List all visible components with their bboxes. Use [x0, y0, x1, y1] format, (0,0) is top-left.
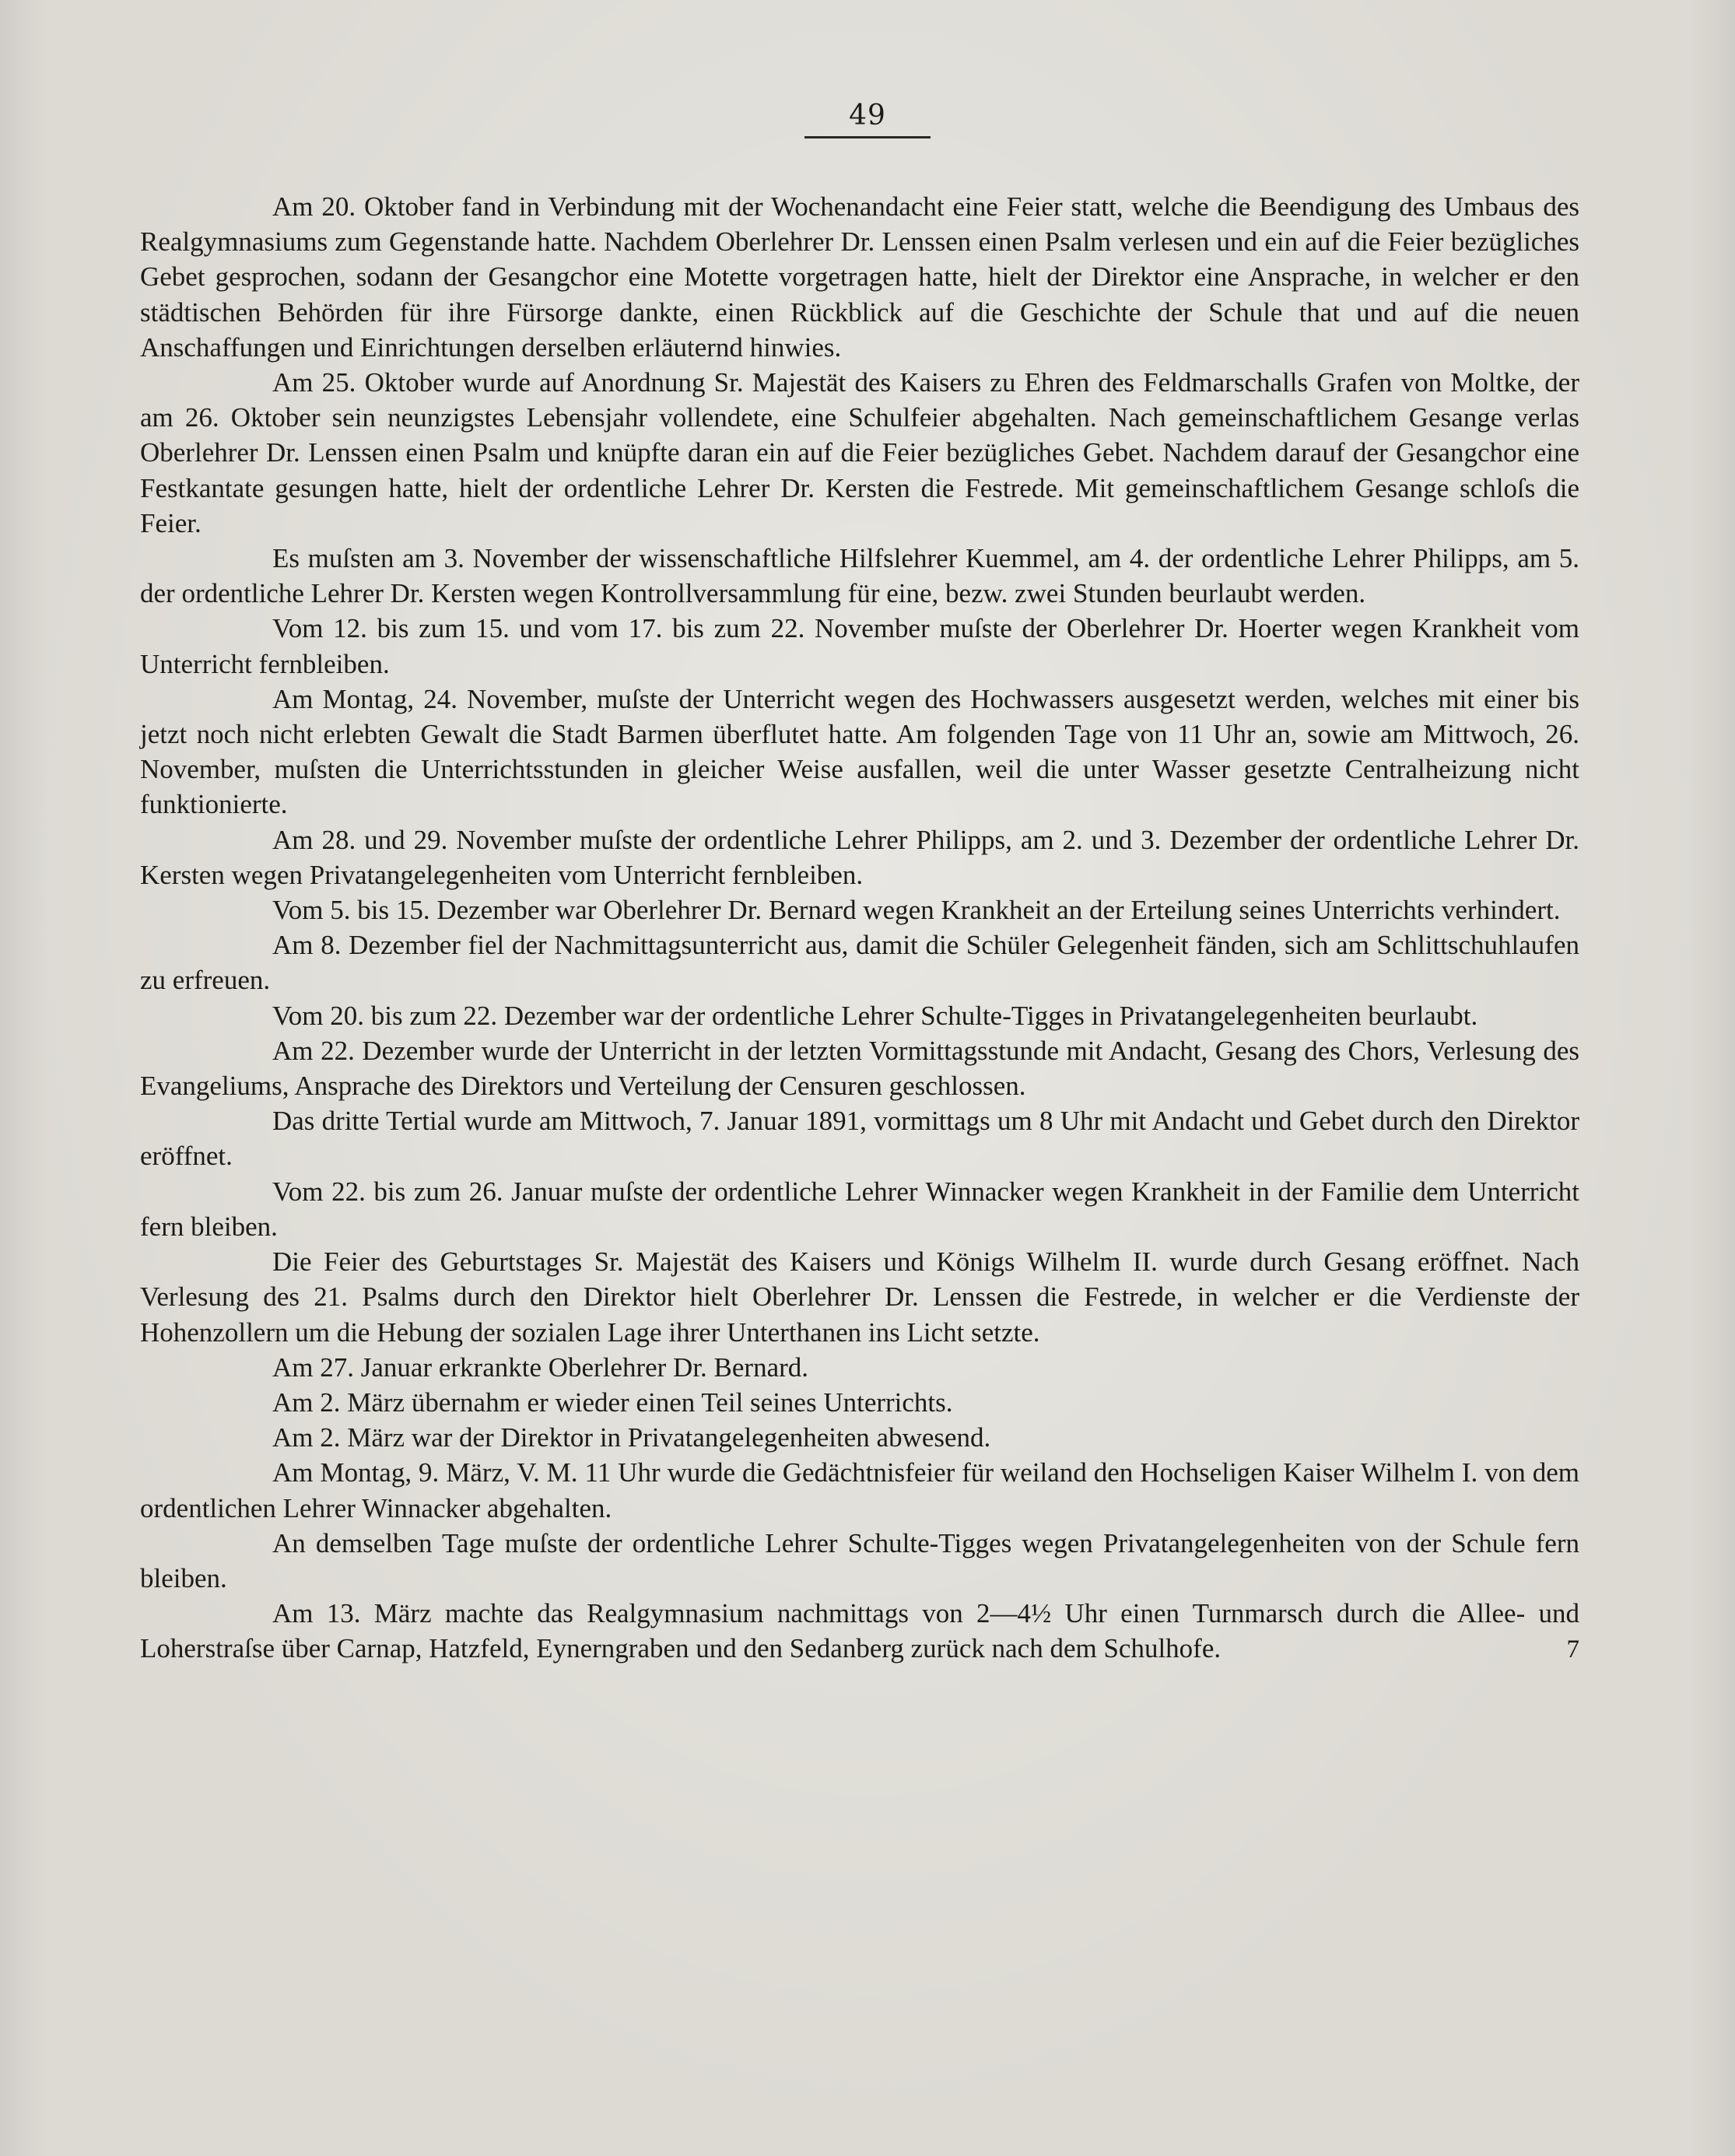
page-shadow-left	[0, 0, 47, 2156]
paragraph: Am 2. März übernahm er wieder einen Teil seines Unterrichts.	[272, 1387, 953, 1418]
page-shadow-right	[1688, 0, 1735, 2156]
page-number: 49	[804, 100, 931, 138]
paragraph: Am 20. Oktober fand in Verbindung mit der Wochenandacht eine Feier statt, welche die Beendigung des Umbaus des Realgymnasiums zum Gegenstande hatte. Nachdem Oberlehrer Dr. Lenssen einen Psalm verlesen und ein auf die Feier bezügliches Gebet gesprochen, sodann der Gesangchor eine Motette vorgetragen hatte, hielt der Direktor eine Ansprache, in welcher er den städtischen Behörden für ihre Fürsorge dankte, einen Rückblick auf die Geschichte der Schule that und auf die neuen Anschaffungen und Einrichtungen derselben erläuternd hinwies.	[140, 191, 1579, 363]
paragraph: Vom 5. bis 15. Dezember war Oberlehrer Dr. Bernard wegen Krankheit an der Erteilung seines Unterrichts verhindert.	[272, 895, 1561, 926]
paragraph: Die Feier des Geburtstages Sr. Majestät des Kaisers und Königs Wilhelm II. wurde durch Gesang eröffnet. Nach Verlesung des 21. Psalms durch den Direktor hielt Oberlehrer Dr. Lenssen die Festrede, in welcher er die Verdienste der Hohenzollern um die Hebung der sozialen Lage ihrer Unterthanen ins Licht setzte.	[140, 1246, 1579, 1348]
paragraph: Am 22. Dezember wurde der Unterricht in der letzten Vormittagsstunde mit Andacht, Gesang des Chors, Verlesung des Evangeliums, Ansprache des Direktors und Verteilung der Censuren geschlossen.	[140, 1035, 1579, 1102]
paragraph: Am 28. und 29. November muſste der ordentliche Lehrer Philipps, am 2. und 3. Dezember der ordentliche Lehrer Dr. Kersten wegen Privatangelegenheiten vom Unterricht fernbleiben.	[140, 824, 1579, 890]
body-text	[140, 189, 1579, 1667]
paragraph: Das dritte Tertial wurde am Mittwoch, 7. Januar 1891, vormittags um 8 Uhr mit Andacht und Gebet durch den Direktor eröffnet.	[140, 1106, 1579, 1172]
paragraph: Am 13. März machte das Realgymnasium nachmittags von 2—4½ Uhr einen Turnmarsch durch die Allee- und Loherstraſse über Carnap, Hatzfeld, Eynerngraben und den Sedanberg zurück nach dem Schulhofe.	[140, 1598, 1579, 1664]
signature-mark: 7	[1566, 1635, 1579, 1664]
last-paragraph-wrapper	[140, 1596, 1579, 1666]
paragraph: Es muſsten am 3. November der wissenschaftliche Hilfslehrer Kuemmel, am 4. der ordentliche Lehrer Philipps, am 5. der ordentliche Lehrer Dr. Kersten wegen Kontrollversammlung für eine, bezw. zwei Stunden beurlaubt werden.	[140, 543, 1579, 609]
paragraph: Vom 12. bis zum 15. und vom 17. bis zum 22. November muſste der Oberlehrer Dr. Hoerter wegen Krankheit vom Unterricht fernbleiben.	[140, 613, 1579, 679]
paragraph: An demselben Tage muſste der ordentliche Lehrer Schulte-Tigges wegen Privatangelegenheiten von der Schule fern bleiben.	[140, 1527, 1579, 1593]
page-header	[0, 100, 1735, 138]
paragraph: Am 27. Januar erkrankte Oberlehrer Dr. Bernard.	[272, 1351, 809, 1383]
paragraph: Vom 20. bis zum 22. Dezember war der ordentliche Lehrer Schulte-Tigges in Privatangelegenheiten beurlaubt.	[272, 1000, 1478, 1031]
paragraph: Am 2. März war der Direktor in Privatangelegenheiten abwesend.	[272, 1422, 991, 1453]
paragraph: Am Montag, 24. November, muſste der Unterricht wegen des Hochwassers ausgesetzt werden, welches mit einer bis jetzt noch nicht erlebten Gewalt die Stadt Barmen überflutet hatte. Am folgenden Tage von 11 Uhr an, sowie am Mittwoch, 26. November, muſsten die Unterrichtsstunden in gleicher Weise ausfallen, weil die unter Wasser gesetzte Centralheizung nicht funktionierte.	[140, 683, 1579, 820]
paragraph: Vom 22. bis zum 26. Januar muſste der ordentliche Lehrer Winnacker wegen Krankheit in der Familie dem Unterricht fern bleiben.	[140, 1176, 1579, 1242]
paragraph: Am 8. Dezember fiel der Nachmittagsunterricht aus, damit die Schüler Gelegenheit fänden, sich am Schlittschuhlaufen zu erfreuen.	[140, 930, 1579, 996]
paragraph: Am Montag, 9. März, V. M. 11 Uhr wurde die Gedächtnisfeier für weiland den Hochseligen Kaiser Wilhelm I. von dem ordentlichen Lehrer Winnacker abgehalten.	[140, 1457, 1579, 1523]
paragraph: Am 25. Oktober wurde auf Anordnung Sr. Majestät des Kaisers zu Ehren des Feldmarschalls Grafen von Moltke, der am 26. Oktober sein neunzigstes Lebensjahr vollendete, eine Schulfeier abgehalten. Nach gemeinschaftlichem Gesange verlas Oberlehrer Dr. Lenssen einen Psalm und knüpfte daran ein auf die Feier bezügliches Gebet. Nachdem darauf der Gesangchor eine Festkantate gesungen hatte, hielt der ordentliche Lehrer Dr. Kersten die Festrede. Mit gemeinschaftlichem Gesange schloſs die Feier.	[140, 367, 1579, 538]
